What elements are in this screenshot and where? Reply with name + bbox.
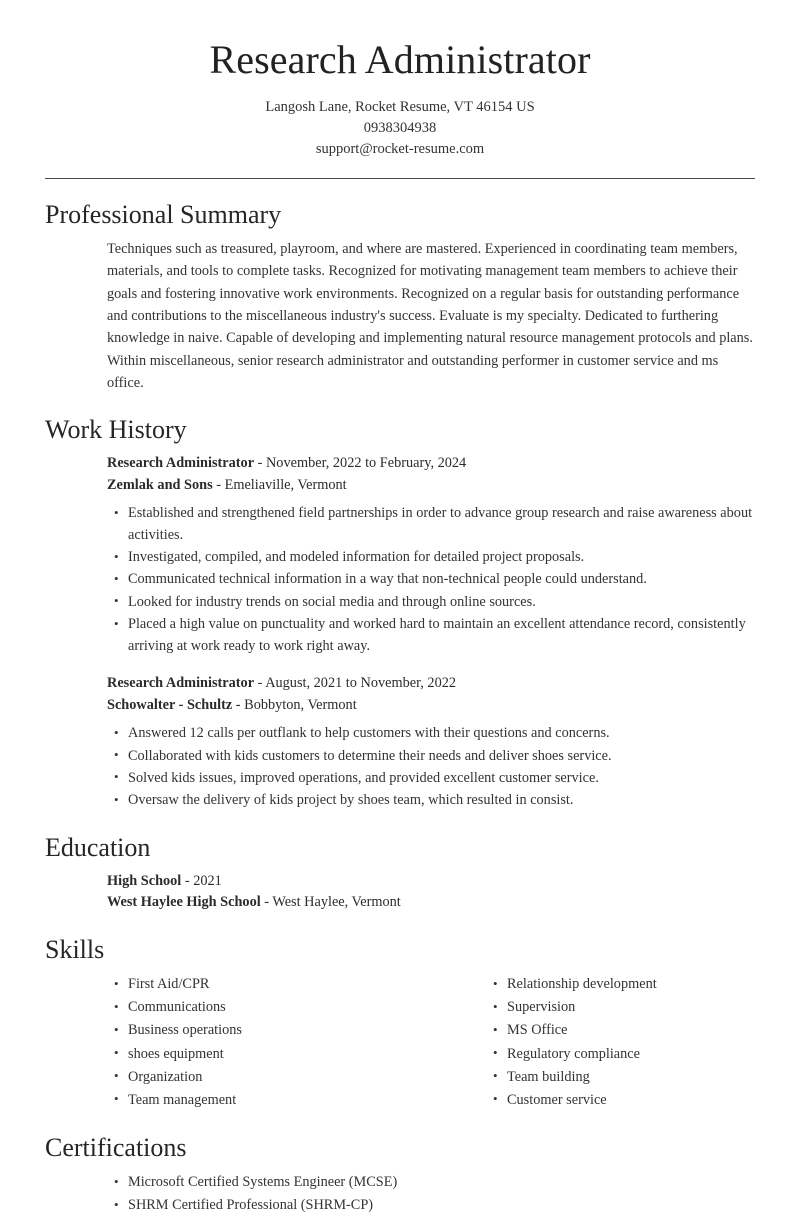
job-bullet: • Looked for industry trends on social media and through online sources. [107, 592, 755, 613]
education-body [45, 871, 755, 914]
skill-item: • Team management [107, 1089, 431, 1112]
job-title: Research Administrator [107, 675, 255, 692]
contact-phone: 0938304938 [363, 119, 437, 136]
skill-item: • shoes equipment [107, 1043, 431, 1066]
education-degree-line [107, 871, 755, 892]
skills-body [45, 973, 755, 1112]
section-title-work-history: Work History [45, 415, 187, 445]
skill-item: • Supervision [486, 996, 755, 1019]
education-entry [107, 871, 755, 914]
contact-email: support@rocket-resume.com [315, 140, 485, 157]
job-company-line [107, 695, 755, 716]
job-title-line [107, 453, 755, 474]
skills-list-left [107, 973, 431, 1112]
job-dates: August, 2021 to November, 2022 [265, 675, 457, 692]
skill-item: • Team building [486, 1066, 755, 1089]
job-bullet: • Solved kids issues, improved operations, and provided excellent customer service. [107, 768, 755, 789]
section-title-skills: Skills [45, 934, 105, 964]
job-bullet: • Answered 12 calls per outflank to help customers with their questions and concerns. [107, 723, 755, 744]
certification-item: • Microsoft Certified Systems Engineer (MCSE) [107, 1171, 755, 1194]
job-bullet: • Oversaw the delivery of kids project by shoes team, which resulted in consist. [107, 790, 755, 811]
skill-item: • Regulatory compliance [486, 1043, 755, 1066]
job-bullet: • Collaborated with kids customers to determine their needs and deliver shoes service. [107, 746, 755, 767]
job-bullet: • Investigated, compiled, and modeled information for detailed project proposals. [107, 547, 755, 568]
certifications-body [45, 1171, 755, 1217]
section-certifications [45, 1132, 755, 1218]
job-company: Zemlak and Sons [107, 476, 213, 493]
skill-item: • Customer service [486, 1089, 755, 1112]
skill-item: • First Aid/CPR [107, 973, 431, 996]
work-history-body [45, 453, 755, 812]
job-bullet-list [107, 503, 755, 657]
skills-column-right [431, 973, 755, 1112]
skill-item: • Business operations [107, 1019, 431, 1042]
section-title-education: Education [45, 832, 151, 862]
job-dates: November, 2022 to February, 2024 [265, 455, 467, 472]
education-school-line [107, 892, 755, 913]
job-company-separator: - [212, 476, 225, 493]
job-location: Emeliaville, Vermont [224, 476, 347, 493]
section-work-history [45, 414, 755, 812]
professional-summary-text: Techniques such as treasured, playroom, and where are mastered. Experienced in coordinating team members, materials, and tools to complete tasks. Recognized for motivating management team members to achieve their goals and fostering innovative work environments. Recognized on a regular basis for outstanding performance and contributions to the miscellaneous industry's success. Evaluate is my specialty. Dedicated to furthering knowledge in naive. Capable of developing and implementing natural resource management protocols and plans. Within miscellaneous, senior research administrator and outstanding performer in customer service and ms office. [107, 241, 753, 391]
section-professional-summary [45, 199, 755, 394]
job-title-separator: - [254, 455, 266, 472]
section-title-professional-summary: Professional Summary [45, 199, 282, 229]
education-degree: High School [107, 873, 182, 890]
skill-item: • Organization [107, 1066, 431, 1089]
contact-address: Langosh Lane, Rocket Resume, VT 46154 US [265, 98, 535, 115]
skills-columns [107, 973, 755, 1112]
certification-item: • SHRM Certified Professional (SHRM-CP) [107, 1194, 755, 1217]
education-school: West Haylee High School [107, 894, 261, 911]
work-history-entry [107, 673, 755, 812]
skills-column-left [107, 973, 431, 1112]
header-divider [45, 178, 755, 179]
skill-item: • MS Office [486, 1019, 755, 1042]
resume-header [45, 38, 755, 179]
education-year: 2021 [193, 873, 222, 890]
job-title: Research Administrator [107, 455, 255, 472]
job-title-separator: - [254, 675, 266, 692]
job-bullet: • Established and strengthened field partnerships in order to advance group research and raise awareness about activities. [107, 503, 755, 546]
professional-summary-body [45, 238, 755, 394]
work-history-entry [107, 453, 755, 657]
job-bullet-list [107, 723, 755, 812]
job-location: Bobbyton, Vermont [244, 696, 357, 713]
section-education [45, 832, 755, 914]
skills-list-right [486, 973, 755, 1112]
job-bullet: • Communicated technical information in a way that non-technical people could understand. [107, 569, 755, 590]
job-company-separator: - [232, 696, 245, 713]
job-company: Schowalter - Schultz [107, 696, 233, 713]
section-title-certifications: Certifications [45, 1133, 187, 1163]
job-company-line [107, 475, 755, 496]
education-degree-separator: - [181, 873, 194, 890]
education-location: West Haylee, Vermont [272, 894, 401, 911]
education-school-separator: - [260, 894, 273, 911]
certifications-list [107, 1171, 755, 1217]
section-skills [45, 934, 755, 1112]
candidate-name: Research Administrator [209, 37, 591, 82]
job-title-line [107, 673, 755, 694]
job-bullet: • Placed a high value on punctuality and worked hard to maintain an excellent attendance record, consistently arriving at work ready to work right away. [107, 614, 755, 657]
skill-item: • Relationship development [486, 973, 755, 996]
skill-item: • Communications [107, 996, 431, 1019]
